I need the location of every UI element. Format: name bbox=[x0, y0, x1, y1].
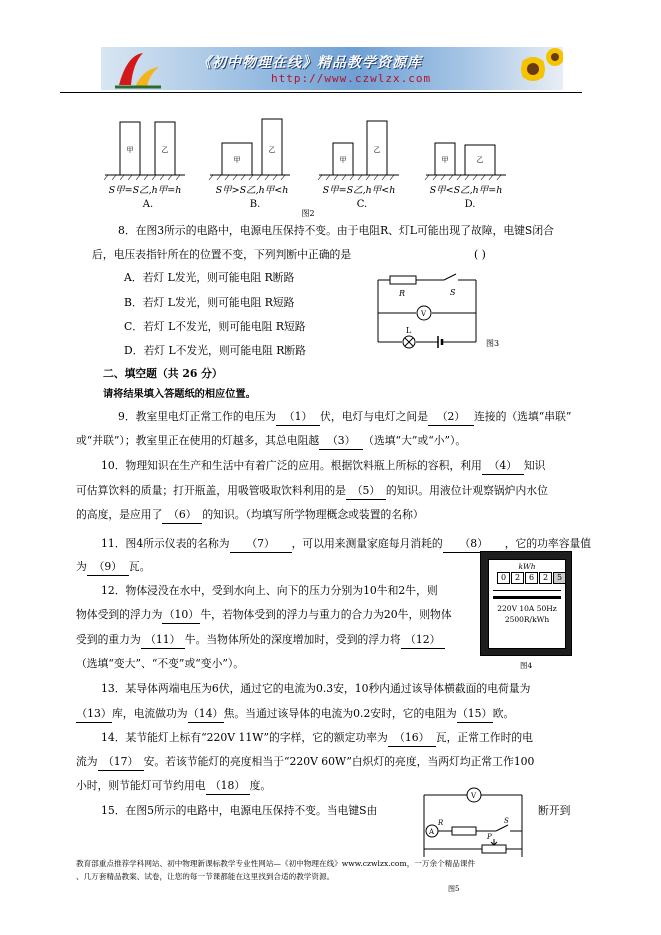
blank-9[interactable]: （9） bbox=[87, 559, 129, 576]
fig2-label-jia-c: 甲 bbox=[339, 156, 347, 164]
meter-spec: 220V 10A 50Hz bbox=[497, 604, 557, 613]
q12-line3: 受到的重力为 （11） 牛。当物体所处的深度增加时，受到的浮力将 （12） bbox=[76, 632, 445, 649]
meter-rate: 2500R/kWh bbox=[504, 615, 550, 624]
fig3-label-l: L bbox=[406, 326, 412, 335]
q14-line1: 14．某节能灯上标有“220V 11W”的字样，它的额定功率为 （16） 瓦，正常工作时的电 bbox=[101, 730, 533, 747]
q13-line1: 13．某导体两端电压为6伏，通过它的电流为0.3安，10秒内通过该导体横截面的电荷量为 bbox=[101, 682, 531, 695]
meter-rule bbox=[493, 590, 561, 591]
fig5-label-p: P bbox=[487, 833, 492, 841]
blank-17[interactable]: （17） bbox=[98, 754, 144, 771]
fig4-caption: 图4 bbox=[520, 661, 533, 670]
fig2-label-jia-a: 甲 bbox=[126, 146, 134, 154]
meter-digit: 2 bbox=[539, 572, 552, 584]
fig2-label-yi-c: 乙 bbox=[373, 146, 381, 154]
blank-7[interactable]: （7） bbox=[230, 536, 292, 553]
fig2-label-yi-a: 乙 bbox=[161, 146, 169, 154]
meter-digit: 5 bbox=[553, 572, 566, 584]
q15-line1b: 断开到 bbox=[538, 804, 571, 817]
section2-note: 请将结果填入答题纸的相应位置。 bbox=[103, 388, 256, 400]
meter-digit: 6 bbox=[525, 572, 538, 584]
q9-line2: 或“并联”）；教室里正在使用的灯越多，其总电阻越 （3） （选填“大”或“小”）。 bbox=[76, 433, 466, 450]
footer bbox=[76, 857, 621, 883]
q8-line2: 后，电压表指针所在的位置不变，下列判断中正确的是 bbox=[92, 248, 352, 261]
meter-digit: 0 bbox=[497, 572, 510, 584]
site-logo bbox=[109, 49, 169, 89]
fig3-caption: 图3 bbox=[486, 339, 500, 348]
fig3-label-r: R bbox=[399, 289, 406, 298]
fig2-relation-b: S甲>S乙,h甲<h bbox=[215, 185, 289, 196]
blank-3[interactable]: （3） bbox=[319, 433, 363, 450]
q11-line1: 11．图4所示仪表的名称为 （7） ，可以用来测量家庭每月消耗的 （8） ，它的功率容量值 bbox=[101, 536, 591, 553]
footer-line1: 教育部重点推荐学科网站、初中物理新课标教学专业性网站—《初中物理在线》www.czwlzx.com，一万余个精品课件 bbox=[76, 859, 476, 868]
q14-line3: 小时，则节能灯可节约用电 （18） 度。 bbox=[76, 778, 271, 795]
fig5-voltmeter-label: V bbox=[471, 792, 477, 800]
header-title: 《初中物理在线》精品教学资源库 bbox=[197, 55, 422, 71]
header-url[interactable]: http://www.czwlzx.com bbox=[271, 72, 432, 85]
fig3-label-s: S bbox=[450, 288, 456, 297]
meter-unit: kWh bbox=[518, 562, 536, 571]
fig5-label-r: R bbox=[438, 819, 444, 827]
blank-13[interactable]: （13） bbox=[76, 706, 112, 723]
q14-line2: 流为 （17） 安。若该节能灯的亮度相当于“220V 60W”白炽灯的亮度，当两灯均正常工作100 bbox=[76, 754, 534, 771]
figure-2 bbox=[100, 112, 520, 220]
q10-line3: 的高度，是应用了 （6） 的知识。（均填写所学物理概念或装置的名称） bbox=[76, 507, 424, 524]
q8-choice-a: A．若灯 L发光，则可能电阻 R断路 bbox=[124, 271, 295, 284]
fig2-relation-a: S甲=S乙,h甲=h bbox=[108, 185, 182, 196]
blank-11[interactable]: （11） bbox=[141, 632, 185, 649]
fig2-relation-c: S甲=S乙,h甲<h bbox=[322, 185, 396, 196]
blank-14[interactable]: （14） bbox=[188, 706, 224, 723]
blank-18[interactable]: （18） bbox=[206, 778, 250, 795]
q10-line2: 可估算饮料的质量；打开瓶盖，用吸管吸取饮料利用的是 （5） 的知识。用液位计观察锅炉内水位 bbox=[76, 483, 548, 500]
fig2-label-yi-b: 乙 bbox=[268, 146, 276, 154]
q8-answer-paren: ( ) bbox=[474, 248, 486, 261]
meter-digit: 2 bbox=[511, 572, 524, 584]
fig2-caption: 图2 bbox=[301, 209, 315, 218]
blank-16[interactable]: （16） bbox=[388, 730, 436, 747]
fig2-letter-b: B. bbox=[249, 199, 261, 210]
fig2-letter-c: C. bbox=[356, 199, 368, 210]
q8-choice-b: B．若灯 L发光，则可能电阻 R短路 bbox=[124, 296, 295, 309]
blank-10[interactable]: （10） bbox=[162, 607, 200, 624]
q11-line2: 为 （9） 瓦。 bbox=[76, 559, 150, 576]
blank-15[interactable]: （15） bbox=[457, 706, 493, 723]
q13-line2: （13）库，电流做功为（14）焦。当通过该导体的电流为0.2安时，它的电阻为（15）欧。 bbox=[76, 706, 514, 723]
fig2-label-yi-d: 乙 bbox=[476, 156, 484, 164]
fig2-letter-a: A. bbox=[142, 199, 154, 210]
q12-line2: 物体受到的浮力为（10）牛，若物体受到的浮力与重力的合力为20牛，则物体 bbox=[76, 607, 452, 624]
blank-12[interactable]: （12） bbox=[401, 632, 445, 649]
fig2-label-jia-d: 甲 bbox=[441, 156, 449, 164]
q9-line1: 9．教室里电灯正常工作的电压为 （1） 伏，电灯与电灯之间是 （2） 连接的（选填“串联” bbox=[118, 409, 571, 426]
meter-digits bbox=[497, 572, 566, 584]
blank-1[interactable]: （1） bbox=[276, 409, 320, 426]
fig5-ammeter1-label: A bbox=[429, 828, 435, 836]
q8-choice-d: D．若灯 L不发光，则可能电阻 R断路 bbox=[124, 344, 306, 357]
q8-line1: 8．在图3所示的电路中，电源电压保持不变。由于电阻R、灯L可能出现了故障，电键S闭合 bbox=[118, 224, 554, 237]
energy-meter-figure bbox=[480, 551, 572, 656]
sunflower-image bbox=[493, 47, 563, 90]
fig3-voltmeter-label: V bbox=[421, 310, 427, 318]
fig2-label-jia-b: 甲 bbox=[233, 156, 241, 164]
q12-line1: 12．物体浸没在水中，受到水向上、向下的压力分别为10牛和2牛，则 bbox=[101, 584, 438, 597]
blank-2[interactable]: （2） bbox=[428, 409, 474, 426]
fig5-caption: 图5 bbox=[448, 885, 460, 893]
fig2-letter-d: D. bbox=[464, 199, 476, 210]
fig5-label-s: S bbox=[504, 817, 509, 825]
q10-line1: 10．物理知识在生产和生活中有着广泛的应用。根据饮料瓶上所标的容积，利用 （4） 知识 bbox=[101, 458, 545, 475]
figure-3-circuit bbox=[372, 270, 512, 352]
blank-4[interactable]: （4） bbox=[482, 458, 524, 475]
footer-line2: 、几万套精品教案、试卷，让您的每一节课都能在这里找到合适的教学资源。 bbox=[76, 872, 335, 881]
blank-5[interactable]: （5） bbox=[346, 483, 386, 500]
q15-line1a: 15．在图5所示的电路中，电源电压保持不变。当电键S由 bbox=[101, 804, 378, 817]
q12-line4: （选填“变大”、“不变”或“变小”）。 bbox=[76, 657, 245, 670]
section2-title: 二、填空题（共 26 分） bbox=[103, 367, 223, 380]
header-banner bbox=[101, 47, 563, 90]
q8-choice-c: C．若灯 L不发光，则可能电阻 R短路 bbox=[124, 320, 306, 333]
blank-6[interactable]: （6） bbox=[162, 507, 202, 524]
blank-8[interactable]: （8） bbox=[443, 536, 505, 553]
fig2-relation-d: S甲<S乙,h甲=h bbox=[429, 185, 503, 196]
meter-face bbox=[488, 559, 566, 649]
header-rule bbox=[60, 92, 582, 93]
meter-disc bbox=[493, 596, 561, 599]
